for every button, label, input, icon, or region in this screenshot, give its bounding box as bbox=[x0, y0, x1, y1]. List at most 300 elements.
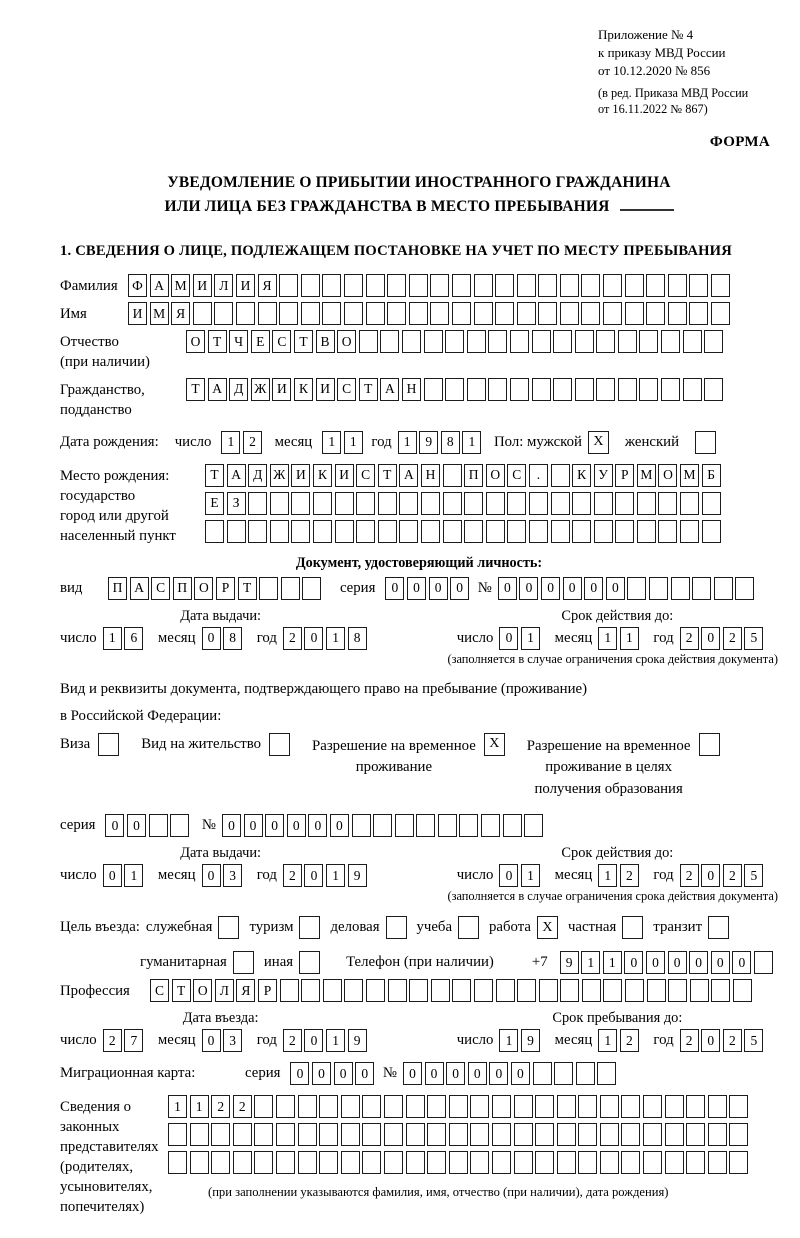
form-cell[interactable]: О bbox=[194, 577, 213, 600]
form-cell[interactable]: 1 bbox=[598, 627, 617, 650]
form-cell[interactable] bbox=[486, 520, 505, 543]
form-cell[interactable] bbox=[344, 302, 363, 325]
form-cell[interactable] bbox=[388, 979, 407, 1002]
form-cell[interactable] bbox=[729, 1123, 748, 1146]
purpose-humanitarian-checkbox[interactable] bbox=[233, 951, 254, 974]
form-cell[interactable] bbox=[539, 979, 558, 1002]
form-cell[interactable] bbox=[517, 979, 536, 1002]
form-cell[interactable] bbox=[554, 1062, 573, 1085]
form-cell[interactable] bbox=[341, 1123, 360, 1146]
form-cell[interactable] bbox=[431, 979, 450, 1002]
form-cell[interactable]: 2 bbox=[723, 627, 742, 650]
form-cell[interactable] bbox=[551, 520, 570, 543]
form-cell[interactable] bbox=[449, 1095, 468, 1118]
form-cell[interactable]: П bbox=[108, 577, 127, 600]
form-cell[interactable] bbox=[362, 1095, 381, 1118]
form-cell[interactable]: 0 bbox=[222, 814, 241, 837]
form-cell[interactable] bbox=[236, 302, 255, 325]
form-cell[interactable]: 0 bbox=[701, 864, 720, 887]
form-cell[interactable] bbox=[335, 492, 354, 515]
form-cell[interactable] bbox=[596, 378, 615, 401]
form-cell[interactable]: М bbox=[171, 274, 190, 297]
form-cell[interactable] bbox=[532, 378, 551, 401]
form-cell[interactable]: 1 bbox=[103, 627, 122, 650]
form-cell[interactable] bbox=[302, 577, 321, 600]
form-cell[interactable]: Т bbox=[294, 330, 313, 353]
form-cell[interactable] bbox=[692, 577, 711, 600]
form-cell[interactable]: 1 bbox=[521, 864, 540, 887]
form-cell[interactable] bbox=[643, 1095, 662, 1118]
form-cell[interactable]: М bbox=[680, 464, 699, 487]
form-cell[interactable] bbox=[639, 330, 658, 353]
form-cell[interactable] bbox=[313, 520, 332, 543]
form-cell[interactable] bbox=[205, 520, 224, 543]
form-cell[interactable]: П bbox=[464, 464, 483, 487]
form-cell[interactable] bbox=[514, 1095, 533, 1118]
form-cell[interactable]: Л bbox=[214, 274, 233, 297]
form-cell[interactable] bbox=[510, 330, 529, 353]
form-cell[interactable] bbox=[352, 814, 371, 837]
form-cell[interactable]: А bbox=[130, 577, 149, 600]
form-cell[interactable]: 0 bbox=[499, 627, 518, 650]
form-cell[interactable]: 0 bbox=[701, 1029, 720, 1052]
residence-permit-checkbox[interactable] bbox=[269, 733, 290, 756]
form-cell[interactable] bbox=[665, 1123, 684, 1146]
form-cell[interactable] bbox=[427, 1123, 446, 1146]
form-cell[interactable]: 2 bbox=[723, 864, 742, 887]
form-cell[interactable] bbox=[387, 302, 406, 325]
form-cell[interactable]: 0 bbox=[606, 577, 625, 600]
form-cell[interactable]: Е bbox=[205, 492, 224, 515]
form-cell[interactable]: 2 bbox=[211, 1095, 230, 1118]
form-cell[interactable] bbox=[301, 274, 320, 297]
form-cell[interactable]: Р bbox=[216, 577, 235, 600]
form-cell[interactable] bbox=[492, 1095, 511, 1118]
form-cell[interactable]: 0 bbox=[385, 577, 404, 600]
form-cell[interactable]: С bbox=[337, 378, 356, 401]
form-cell[interactable] bbox=[378, 520, 397, 543]
form-cell[interactable] bbox=[551, 464, 570, 487]
form-cell[interactable] bbox=[529, 520, 548, 543]
form-cell[interactable]: 2 bbox=[620, 864, 639, 887]
form-cell[interactable] bbox=[639, 378, 658, 401]
form-cell[interactable] bbox=[704, 378, 723, 401]
form-cell[interactable] bbox=[618, 330, 637, 353]
form-cell[interactable]: 1 bbox=[598, 864, 617, 887]
form-cell[interactable] bbox=[362, 1123, 381, 1146]
sex-female-checkbox[interactable] bbox=[695, 431, 716, 454]
form-cell[interactable]: Р bbox=[615, 464, 634, 487]
form-cell[interactable]: 0 bbox=[334, 1062, 353, 1085]
form-cell[interactable]: 0 bbox=[499, 864, 518, 887]
form-cell[interactable] bbox=[529, 492, 548, 515]
form-cell[interactable] bbox=[474, 274, 493, 297]
form-cell[interactable]: Д bbox=[229, 378, 248, 401]
form-cell[interactable]: 8 bbox=[348, 627, 367, 650]
form-cell[interactable] bbox=[538, 274, 557, 297]
form-cell[interactable] bbox=[510, 378, 529, 401]
form-cell[interactable]: Т bbox=[186, 378, 205, 401]
form-cell[interactable] bbox=[711, 274, 730, 297]
purpose-business-checkbox[interactable] bbox=[386, 916, 407, 939]
form-cell[interactable]: Д bbox=[248, 464, 267, 487]
form-cell[interactable] bbox=[680, 492, 699, 515]
form-cell[interactable]: 1 bbox=[398, 431, 417, 454]
form-cell[interactable]: И bbox=[316, 378, 335, 401]
form-cell[interactable] bbox=[507, 492, 526, 515]
form-cell[interactable] bbox=[689, 274, 708, 297]
form-cell[interactable]: 0 bbox=[403, 1062, 422, 1085]
form-cell[interactable]: 0 bbox=[732, 951, 751, 974]
form-cell[interactable] bbox=[373, 814, 392, 837]
form-cell[interactable] bbox=[553, 330, 572, 353]
form-cell[interactable] bbox=[553, 378, 572, 401]
form-cell[interactable]: 8 bbox=[441, 431, 460, 454]
form-cell[interactable]: 0 bbox=[304, 627, 323, 650]
form-cell[interactable]: 6 bbox=[124, 627, 143, 650]
form-cell[interactable]: 9 bbox=[521, 1029, 540, 1052]
form-cell[interactable] bbox=[627, 577, 646, 600]
form-cell[interactable]: С bbox=[272, 330, 291, 353]
form-cell[interactable] bbox=[708, 1095, 727, 1118]
form-cell[interactable]: 0 bbox=[429, 577, 448, 600]
form-cell[interactable] bbox=[416, 814, 435, 837]
form-cell[interactable] bbox=[646, 274, 665, 297]
form-cell[interactable] bbox=[658, 520, 677, 543]
form-cell[interactable] bbox=[603, 302, 622, 325]
form-cell[interactable]: И bbox=[236, 274, 255, 297]
purpose-official-checkbox[interactable] bbox=[218, 916, 239, 939]
form-cell[interactable] bbox=[488, 378, 507, 401]
form-cell[interactable]: 0 bbox=[308, 814, 327, 837]
form-cell[interactable] bbox=[683, 330, 702, 353]
form-cell[interactable] bbox=[702, 520, 721, 543]
form-cell[interactable] bbox=[424, 378, 443, 401]
form-cell[interactable] bbox=[643, 1123, 662, 1146]
form-cell[interactable]: 2 bbox=[283, 627, 302, 650]
form-cell[interactable] bbox=[658, 492, 677, 515]
form-cell[interactable] bbox=[625, 979, 644, 1002]
form-cell[interactable] bbox=[637, 520, 656, 543]
form-cell[interactable] bbox=[270, 520, 289, 543]
form-cell[interactable] bbox=[409, 979, 428, 1002]
form-cell[interactable] bbox=[704, 330, 723, 353]
form-cell[interactable] bbox=[596, 330, 615, 353]
form-cell[interactable] bbox=[517, 302, 536, 325]
form-cell[interactable] bbox=[708, 1123, 727, 1146]
form-cell[interactable] bbox=[359, 330, 378, 353]
form-cell[interactable] bbox=[459, 814, 478, 837]
form-cell[interactable] bbox=[279, 302, 298, 325]
form-cell[interactable]: П bbox=[173, 577, 192, 600]
form-cell[interactable] bbox=[503, 814, 522, 837]
form-cell[interactable] bbox=[538, 302, 557, 325]
form-cell[interactable] bbox=[649, 577, 668, 600]
form-cell[interactable] bbox=[603, 979, 622, 1002]
form-cell[interactable]: 0 bbox=[468, 1062, 487, 1085]
form-cell[interactable] bbox=[248, 520, 267, 543]
form-cell[interactable]: 3 bbox=[223, 1029, 242, 1052]
form-cell[interactable] bbox=[671, 577, 690, 600]
form-cell[interactable] bbox=[729, 1095, 748, 1118]
form-cell[interactable]: 1 bbox=[168, 1095, 187, 1118]
form-cell[interactable] bbox=[535, 1095, 554, 1118]
form-cell[interactable] bbox=[406, 1095, 425, 1118]
form-cell[interactable] bbox=[319, 1095, 338, 1118]
form-cell[interactable] bbox=[514, 1123, 533, 1146]
form-cell[interactable]: 0 bbox=[290, 1062, 309, 1085]
form-cell[interactable] bbox=[615, 492, 634, 515]
form-cell[interactable] bbox=[661, 378, 680, 401]
form-cell[interactable] bbox=[492, 1123, 511, 1146]
form-cell[interactable] bbox=[258, 302, 277, 325]
form-cell[interactable] bbox=[551, 492, 570, 515]
form-cell[interactable]: 0 bbox=[407, 577, 426, 600]
form-cell[interactable] bbox=[668, 274, 687, 297]
form-cell[interactable]: 0 bbox=[446, 1062, 465, 1085]
form-cell[interactable]: У bbox=[594, 464, 613, 487]
form-cell[interactable] bbox=[576, 1062, 595, 1085]
form-cell[interactable] bbox=[533, 1062, 552, 1085]
form-cell[interactable] bbox=[621, 1123, 640, 1146]
form-cell[interactable]: 0 bbox=[202, 864, 221, 887]
form-cell[interactable]: Я bbox=[258, 274, 277, 297]
form-cell[interactable]: 0 bbox=[287, 814, 306, 837]
form-cell[interactable] bbox=[356, 520, 375, 543]
form-cell[interactable] bbox=[322, 302, 341, 325]
form-cell[interactable] bbox=[557, 1123, 576, 1146]
form-cell[interactable] bbox=[597, 1062, 616, 1085]
form-cell[interactable]: 9 bbox=[419, 431, 438, 454]
form-cell[interactable] bbox=[575, 378, 594, 401]
form-cell[interactable]: М bbox=[637, 464, 656, 487]
form-cell[interactable]: М bbox=[150, 302, 169, 325]
purpose-private-checkbox[interactable] bbox=[622, 916, 643, 939]
form-cell[interactable]: К bbox=[572, 464, 591, 487]
form-cell[interactable] bbox=[702, 492, 721, 515]
form-cell[interactable]: 0 bbox=[127, 814, 146, 837]
form-cell[interactable] bbox=[248, 492, 267, 515]
form-cell[interactable] bbox=[438, 814, 457, 837]
form-cell[interactable] bbox=[254, 1095, 273, 1118]
form-cell[interactable]: 1 bbox=[598, 1029, 617, 1052]
form-cell[interactable] bbox=[233, 1123, 252, 1146]
form-cell[interactable] bbox=[445, 330, 464, 353]
rvp-checkbox[interactable]: X bbox=[484, 733, 505, 756]
form-cell[interactable] bbox=[259, 577, 278, 600]
form-cell[interactable] bbox=[686, 1095, 705, 1118]
form-cell[interactable]: 2 bbox=[283, 1029, 302, 1052]
form-cell[interactable] bbox=[366, 979, 385, 1002]
form-cell[interactable] bbox=[323, 979, 342, 1002]
form-cell[interactable] bbox=[474, 302, 493, 325]
form-cell[interactable] bbox=[427, 1095, 446, 1118]
form-cell[interactable] bbox=[646, 302, 665, 325]
form-cell[interactable] bbox=[464, 520, 483, 543]
form-cell[interactable] bbox=[560, 274, 579, 297]
form-cell[interactable]: А bbox=[227, 464, 246, 487]
form-cell[interactable] bbox=[560, 302, 579, 325]
form-cell[interactable] bbox=[421, 492, 440, 515]
form-cell[interactable]: Р bbox=[258, 979, 277, 1002]
form-cell[interactable] bbox=[170, 814, 189, 837]
form-cell[interactable] bbox=[424, 330, 443, 353]
form-cell[interactable]: 2 bbox=[233, 1095, 252, 1118]
form-cell[interactable] bbox=[276, 1095, 295, 1118]
form-cell[interactable]: О bbox=[193, 979, 212, 1002]
form-cell[interactable]: Т bbox=[172, 979, 191, 1002]
form-cell[interactable]: 1 bbox=[521, 627, 540, 650]
form-cell[interactable]: С bbox=[151, 577, 170, 600]
form-cell[interactable]: Т bbox=[238, 577, 257, 600]
form-cell[interactable] bbox=[378, 492, 397, 515]
form-cell[interactable] bbox=[467, 378, 486, 401]
form-cell[interactable]: Т bbox=[359, 378, 378, 401]
form-cell[interactable]: 0 bbox=[498, 577, 517, 600]
form-cell[interactable]: 0 bbox=[304, 864, 323, 887]
form-cell[interactable]: Т bbox=[378, 464, 397, 487]
form-cell[interactable] bbox=[575, 330, 594, 353]
form-cell[interactable]: 0 bbox=[425, 1062, 444, 1085]
form-cell[interactable]: О bbox=[658, 464, 677, 487]
purpose-study-checkbox[interactable] bbox=[458, 916, 479, 939]
form-cell[interactable] bbox=[600, 1123, 619, 1146]
form-cell[interactable] bbox=[443, 464, 462, 487]
form-cell[interactable] bbox=[689, 302, 708, 325]
form-cell[interactable]: 1 bbox=[124, 864, 143, 887]
form-cell[interactable]: 0 bbox=[519, 577, 538, 600]
form-cell[interactable] bbox=[291, 520, 310, 543]
form-cell[interactable]: 0 bbox=[584, 577, 603, 600]
form-cell[interactable]: 0 bbox=[701, 627, 720, 650]
form-cell[interactable]: 0 bbox=[202, 627, 221, 650]
form-cell[interactable] bbox=[535, 1123, 554, 1146]
purpose-other-checkbox[interactable] bbox=[299, 951, 320, 974]
form-cell[interactable] bbox=[495, 274, 514, 297]
form-cell[interactable] bbox=[711, 302, 730, 325]
form-cell[interactable]: 1 bbox=[344, 431, 363, 454]
form-cell[interactable] bbox=[227, 520, 246, 543]
form-cell[interactable] bbox=[430, 302, 449, 325]
form-cell[interactable]: 9 bbox=[348, 864, 367, 887]
form-cell[interactable] bbox=[452, 274, 471, 297]
form-cell[interactable]: С bbox=[356, 464, 375, 487]
form-cell[interactable]: Е bbox=[251, 330, 270, 353]
form-cell[interactable] bbox=[443, 492, 462, 515]
form-cell[interactable]: Т bbox=[208, 330, 227, 353]
form-cell[interactable] bbox=[298, 1095, 317, 1118]
form-cell[interactable]: 0 bbox=[105, 814, 124, 837]
form-cell[interactable] bbox=[690, 979, 709, 1002]
form-cell[interactable]: 0 bbox=[624, 951, 643, 974]
form-cell[interactable] bbox=[581, 274, 600, 297]
form-cell[interactable] bbox=[322, 274, 341, 297]
form-cell[interactable]: С bbox=[150, 979, 169, 1002]
form-cell[interactable]: 0 bbox=[265, 814, 284, 837]
form-cell[interactable]: Н bbox=[421, 464, 440, 487]
form-cell[interactable]: 2 bbox=[620, 1029, 639, 1052]
form-cell[interactable]: И bbox=[291, 464, 310, 487]
form-cell[interactable]: 0 bbox=[103, 864, 122, 887]
form-cell[interactable]: 0 bbox=[450, 577, 469, 600]
form-cell[interactable]: 1 bbox=[499, 1029, 518, 1052]
form-cell[interactable] bbox=[618, 378, 637, 401]
form-cell[interactable] bbox=[430, 274, 449, 297]
form-cell[interactable] bbox=[281, 577, 300, 600]
form-cell[interactable] bbox=[665, 1095, 684, 1118]
form-cell[interactable] bbox=[594, 520, 613, 543]
sex-male-checkbox[interactable]: X bbox=[588, 431, 609, 454]
form-cell[interactable] bbox=[600, 1095, 619, 1118]
form-cell[interactable]: Б bbox=[702, 464, 721, 487]
form-cell[interactable] bbox=[467, 330, 486, 353]
form-cell[interactable]: 1 bbox=[603, 951, 622, 974]
form-cell[interactable] bbox=[647, 979, 666, 1002]
form-cell[interactable]: 9 bbox=[348, 1029, 367, 1052]
form-cell[interactable]: 5 bbox=[744, 627, 763, 650]
form-cell[interactable]: О bbox=[486, 464, 505, 487]
form-cell[interactable] bbox=[711, 979, 730, 1002]
form-cell[interactable]: А bbox=[399, 464, 418, 487]
form-cell[interactable] bbox=[452, 979, 471, 1002]
form-cell[interactable]: 0 bbox=[202, 1029, 221, 1052]
form-cell[interactable] bbox=[291, 492, 310, 515]
form-cell[interactable] bbox=[313, 492, 332, 515]
form-cell[interactable] bbox=[625, 302, 644, 325]
form-cell[interactable] bbox=[572, 520, 591, 543]
form-cell[interactable]: 0 bbox=[668, 951, 687, 974]
form-cell[interactable] bbox=[409, 274, 428, 297]
form-cell[interactable]: 0 bbox=[244, 814, 263, 837]
form-cell[interactable] bbox=[637, 492, 656, 515]
form-cell[interactable] bbox=[395, 814, 414, 837]
form-cell[interactable]: К bbox=[294, 378, 313, 401]
form-cell[interactable] bbox=[211, 1123, 230, 1146]
form-cell[interactable] bbox=[615, 520, 634, 543]
form-cell[interactable] bbox=[276, 1123, 295, 1146]
form-cell[interactable]: 0 bbox=[711, 951, 730, 974]
form-cell[interactable] bbox=[581, 302, 600, 325]
form-cell[interactable]: 2 bbox=[723, 1029, 742, 1052]
form-cell[interactable] bbox=[301, 979, 320, 1002]
purpose-transit-checkbox[interactable] bbox=[708, 916, 729, 939]
form-cell[interactable] bbox=[449, 1123, 468, 1146]
form-cell[interactable] bbox=[668, 979, 687, 1002]
visa-checkbox[interactable] bbox=[98, 733, 119, 756]
form-cell[interactable] bbox=[524, 814, 543, 837]
form-cell[interactable] bbox=[582, 979, 601, 1002]
form-cell[interactable] bbox=[603, 274, 622, 297]
form-cell[interactable] bbox=[445, 378, 464, 401]
form-cell[interactable] bbox=[384, 1123, 403, 1146]
form-cell[interactable] bbox=[733, 979, 752, 1002]
form-cell[interactable] bbox=[406, 1123, 425, 1146]
form-cell[interactable] bbox=[754, 951, 773, 974]
form-cell[interactable] bbox=[470, 1095, 489, 1118]
form-cell[interactable] bbox=[557, 1095, 576, 1118]
form-cell[interactable] bbox=[344, 979, 363, 1002]
form-cell[interactable]: И bbox=[272, 378, 291, 401]
form-cell[interactable] bbox=[452, 302, 471, 325]
form-cell[interactable]: 0 bbox=[689, 951, 708, 974]
form-cell[interactable] bbox=[496, 979, 515, 1002]
form-cell[interactable]: 2 bbox=[680, 1029, 699, 1052]
form-cell[interactable]: И bbox=[128, 302, 147, 325]
form-cell[interactable]: И bbox=[335, 464, 354, 487]
form-cell[interactable]: 5 bbox=[744, 864, 763, 887]
form-cell[interactable] bbox=[532, 330, 551, 353]
form-cell[interactable]: 2 bbox=[680, 627, 699, 650]
